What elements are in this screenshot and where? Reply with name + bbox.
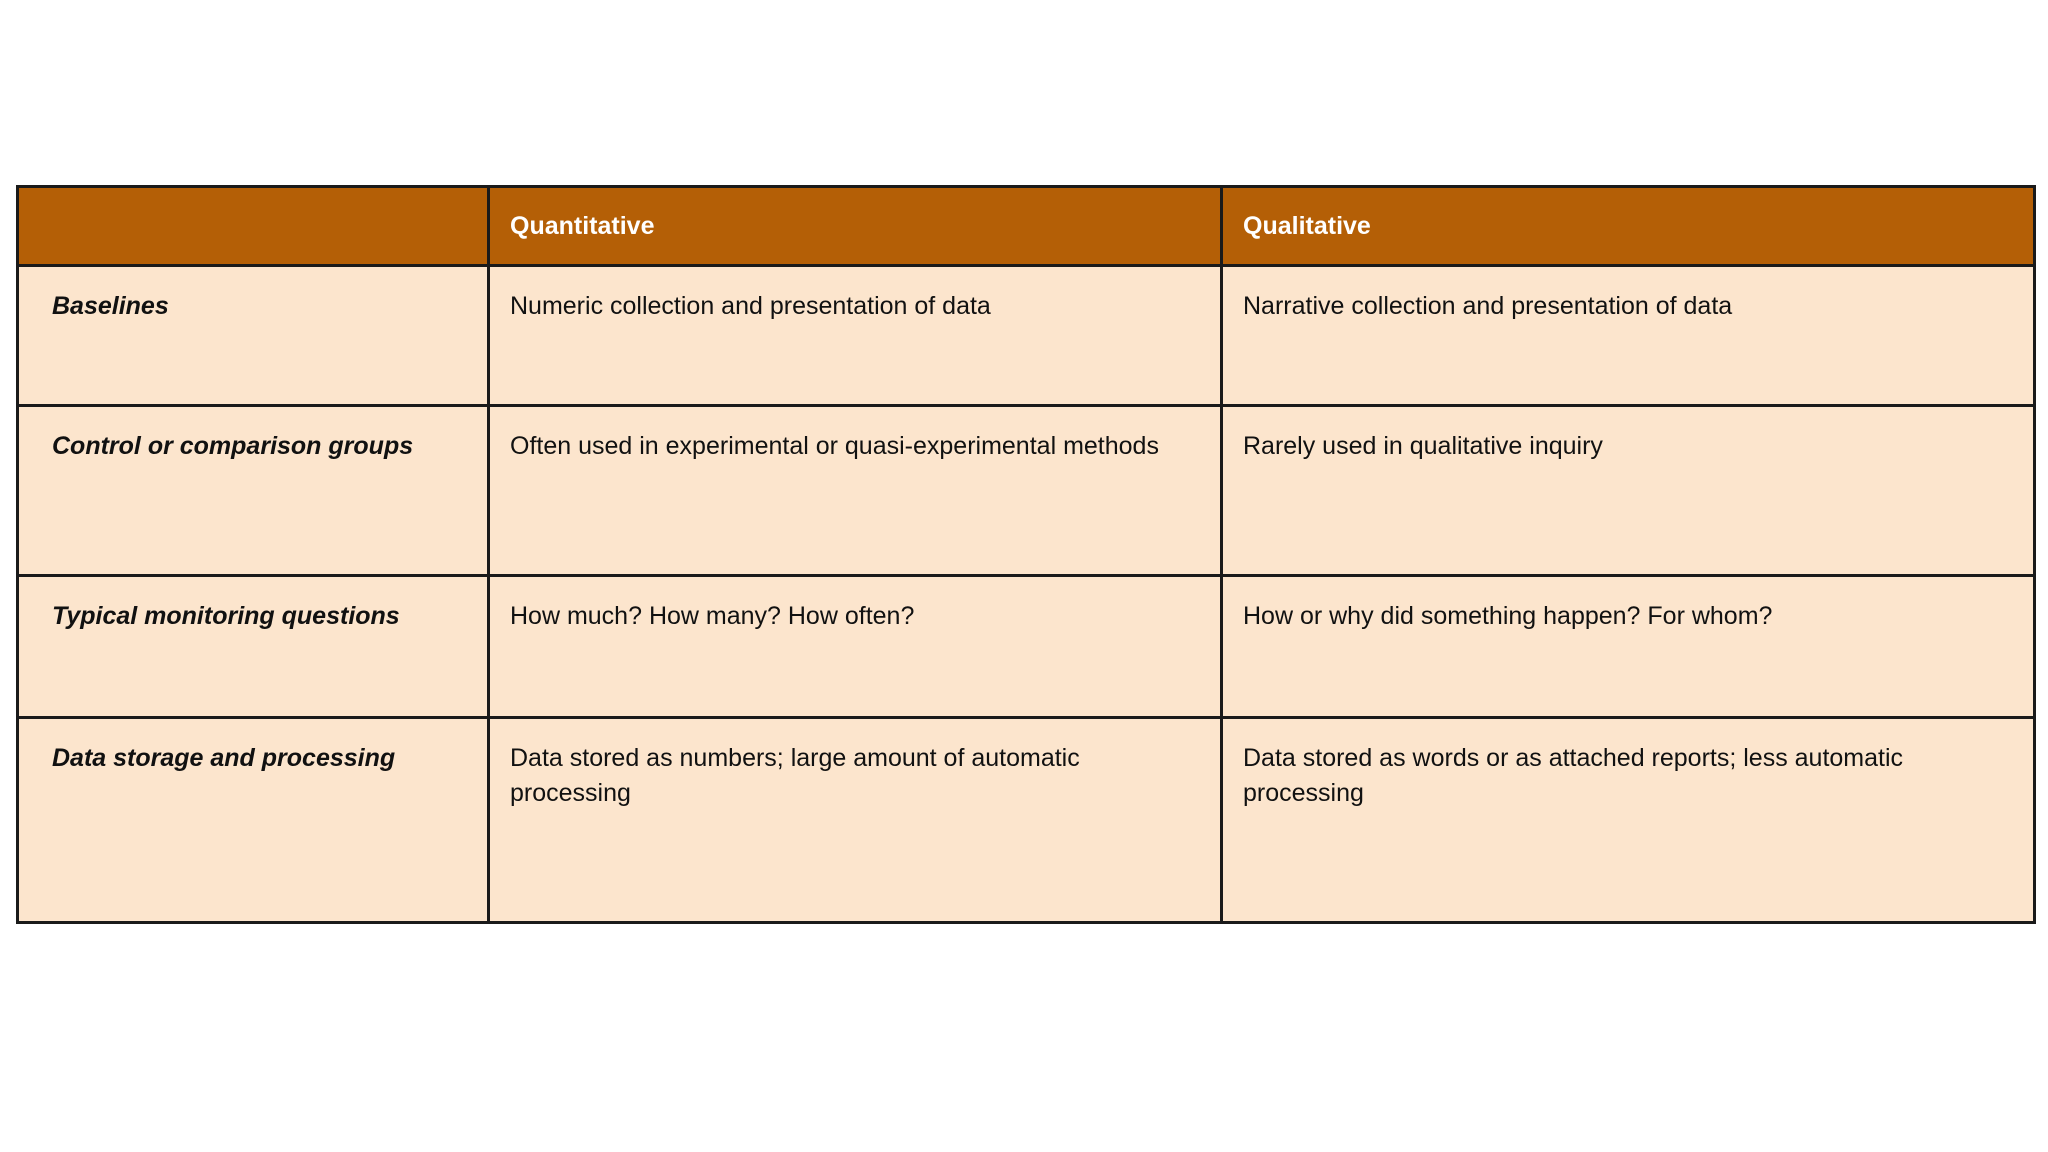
qualitative-cell: How or why did something happen? For whom? — [1222, 576, 2035, 718]
qualitative-cell: Rarely used in qualitative inquiry — [1222, 406, 2035, 576]
table-row — [18, 718, 2035, 923]
quantitative-cell: Often used in experimental or quasi-experimental methods — [489, 406, 1222, 576]
quantitative-cell: How much? How many? How often? — [489, 576, 1222, 718]
qualitative-cell: Narrative collection and presentation of data — [1222, 266, 2035, 406]
header-quantitative: Quantitative — [489, 187, 1222, 266]
row-label: Control or comparison groups — [18, 406, 489, 576]
row-label: Baselines — [18, 266, 489, 406]
qualitative-cell: Data stored as words or as attached reports; less automatic processing — [1222, 718, 2035, 923]
comparison-table — [16, 185, 2036, 924]
header-qualitative: Qualitative — [1222, 187, 2035, 266]
quantitative-cell: Data stored as numbers; large amount of automatic processing — [489, 718, 1222, 923]
table-row — [18, 576, 2035, 718]
quantitative-cell: Numeric collection and presentation of data — [489, 266, 1222, 406]
row-label: Data storage and processing — [18, 718, 489, 923]
header-empty-cell — [18, 187, 489, 266]
comparison-table-container — [16, 185, 2033, 924]
table-row — [18, 406, 2035, 576]
table-header-row — [18, 187, 2035, 266]
row-label: Typical monitoring questions — [18, 576, 489, 718]
table-row — [18, 266, 2035, 406]
